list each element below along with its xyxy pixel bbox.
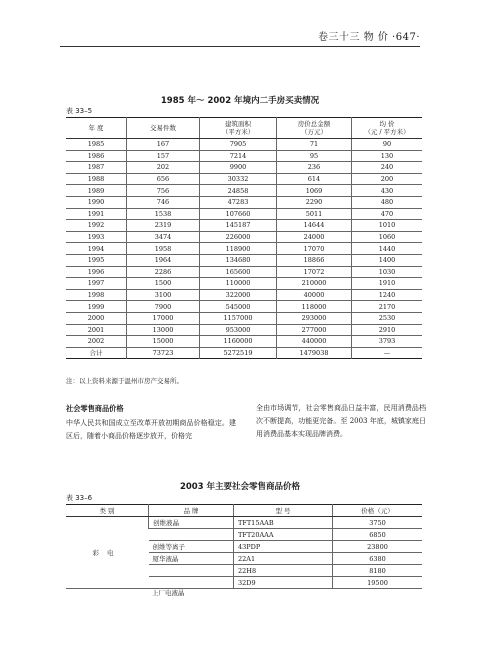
table-cell: 200 [352, 173, 423, 185]
table-cell: 2002 [66, 336, 127, 348]
table-cell: 95 [277, 150, 352, 162]
table1-label: 表 33–5 [66, 107, 93, 115]
housing-sales-table [66, 117, 422, 359]
table-cell: 1991 [66, 208, 127, 220]
table-cell: 1479038 [277, 347, 352, 359]
table-cell: 5272519 [200, 347, 277, 359]
table-row [66, 185, 422, 197]
table-row [66, 324, 422, 336]
table-cell: 24000 [277, 231, 352, 243]
table-cell: 创维液晶 [149, 517, 234, 529]
table-cell: 118000 [277, 301, 352, 313]
table-cell: 71 [277, 139, 352, 151]
table-cell: 1538 [127, 208, 200, 220]
table-cell: 1999 [66, 301, 127, 313]
table-row [66, 243, 422, 255]
table-cell: 277000 [277, 324, 352, 336]
table-cell: 15000 [127, 336, 200, 348]
table-cell: 7905 [200, 139, 277, 151]
table-cell [149, 565, 234, 577]
table-cell: 9900 [200, 162, 277, 174]
table-cell: 32D9 [234, 577, 333, 589]
table-cell: 2910 [352, 324, 423, 336]
table-row [66, 162, 422, 174]
table-cell: 1157000 [200, 312, 277, 324]
table-cell: TFT20AAA [234, 529, 333, 541]
section-text-right: 全由市场调节，社会零售商品日益丰富，民用消费品档次不断提高，功能更完备。至 2003 年底，城镇家庭日用消费品基本实现品牌消费。 [256, 404, 426, 438]
table-row [66, 278, 422, 290]
table-cell: 5011 [277, 208, 352, 220]
col-header-avg: 均 价 （元 / 平方米） [352, 118, 423, 139]
table-cell: 17072 [277, 266, 352, 278]
table-cell: 23800 [333, 541, 423, 553]
table-cell: 1990 [66, 196, 127, 208]
table-cell: 创维等离子 [149, 541, 234, 553]
table-cell: 165600 [200, 266, 277, 278]
table-row [66, 347, 422, 359]
table-cell: 440000 [277, 336, 352, 348]
table-cell: 18866 [277, 254, 352, 266]
table-row [66, 312, 422, 324]
table-row [66, 517, 422, 529]
table-cell: 13000 [127, 324, 200, 336]
table-row [66, 173, 422, 185]
table-cell: 202 [127, 162, 200, 174]
table-cell: 1988 [66, 173, 127, 185]
table-cell: 130 [352, 150, 423, 162]
col-header-year: 年 度 [66, 118, 127, 139]
table-cell: 107660 [200, 208, 277, 220]
table-cell: 614 [277, 173, 352, 185]
table-cell: 756 [127, 185, 200, 197]
table-cell: 480 [352, 196, 423, 208]
table-cell: 合计 [89, 348, 103, 357]
col-header-count: 交易件数 [127, 118, 200, 139]
table-cell: 22A1 [234, 553, 333, 565]
table-cell: 118900 [200, 243, 277, 255]
col-header-total: 房价总金额 （万元） [277, 118, 352, 139]
table-cell: 322000 [200, 289, 277, 301]
table-cell [149, 577, 234, 589]
table-cell: 656 [127, 173, 200, 185]
table2-body [66, 517, 422, 589]
table-cell: 1010 [352, 220, 423, 232]
table-cell: 240 [352, 162, 423, 174]
table-cell: 1993 [66, 231, 127, 243]
table-row [66, 336, 422, 348]
table-cell: 1240 [352, 289, 423, 301]
table-cell: 17070 [277, 243, 352, 255]
table-cell: 1400 [352, 254, 423, 266]
table-cell: 157 [127, 150, 200, 162]
retail-price-table [66, 504, 422, 589]
table-cell: 3100 [127, 289, 200, 301]
table1-body [66, 139, 422, 359]
table-cell: 210000 [277, 278, 352, 290]
table-cell: 1500 [127, 278, 200, 290]
table-row [66, 301, 422, 313]
table-cell: 17000 [127, 312, 200, 324]
table-cell: 545000 [200, 301, 277, 313]
table-cell: 470 [352, 208, 423, 220]
table-cell: 134680 [200, 254, 277, 266]
table-cell: 1986 [66, 150, 127, 162]
table-cell: 2286 [127, 266, 200, 278]
table-cell: 30332 [200, 173, 277, 185]
table-row [66, 289, 422, 301]
table-cell: 1910 [352, 278, 423, 290]
col-header-brand: 品 牌 [149, 505, 234, 517]
table-cell: 953000 [200, 324, 277, 336]
table-cell: 47283 [200, 196, 277, 208]
table1-title: 1985 年～ 2002 年境内二手房买卖情况 [160, 96, 320, 106]
running-head-text: 卷三十三 物 价 ·647· [318, 32, 420, 43]
table-cell: 1030 [352, 266, 423, 278]
table-cell: 1060 [352, 231, 423, 243]
category-cell: 彩电 [66, 517, 149, 589]
table-cell: 1440 [352, 243, 423, 255]
col-header-category: 类 别 [66, 505, 149, 517]
table-cell: 2170 [352, 301, 423, 313]
table-cell: 6850 [333, 529, 423, 541]
table1-note: 注：以上资料来源于温州市房产交易所。 [66, 377, 183, 385]
table-row [66, 139, 422, 151]
table-cell: 1997 [66, 278, 127, 290]
table-cell: 430 [352, 185, 423, 197]
table-cell: 7214 [200, 150, 277, 162]
table-cell: 1069 [277, 185, 352, 197]
table-row [66, 220, 422, 232]
table-cell: 2319 [127, 220, 200, 232]
table-header-row [66, 505, 422, 517]
table-cell: 43PDP [234, 541, 333, 553]
col-header-model: 型 号 [234, 505, 333, 517]
table-cell: 90 [352, 139, 423, 151]
table-cell: 6380 [333, 553, 423, 565]
table-cell: 2290 [277, 196, 352, 208]
table-row [66, 266, 422, 278]
table-cell: 145187 [200, 220, 277, 232]
table-cell: — [352, 347, 423, 359]
table-cell: 2001 [66, 324, 127, 336]
table-cell: 1998 [66, 289, 127, 301]
table-cell: 2530 [352, 312, 423, 324]
table-cell: 226000 [200, 231, 277, 243]
table-cell: 167 [127, 139, 200, 151]
table-cell: 1160000 [200, 336, 277, 348]
table-cell: 1958 [127, 243, 200, 255]
table-cell: 40000 [277, 289, 352, 301]
col-header-price: 价格（元） [333, 505, 423, 517]
table-cell: 7900 [127, 301, 200, 313]
table-cell: 1995 [66, 254, 127, 266]
table-header-row [66, 118, 422, 139]
table-cell: 2000 [66, 312, 127, 324]
table-cell: 3793 [352, 336, 423, 348]
table-row [66, 150, 422, 162]
table-cell: 3750 [333, 517, 423, 529]
table-cell: 1992 [66, 220, 127, 232]
table2-label: 表 33–6 [66, 494, 93, 502]
table-cell: TFT15AAB [234, 517, 333, 529]
table-cell: 22H8 [234, 565, 333, 577]
table-cell: 19500 [333, 577, 423, 589]
table-row [66, 254, 422, 266]
table-cell: 厦华液晶 [149, 553, 234, 565]
section-title: 社会零售商品价格 [66, 404, 124, 413]
table-cell: 1994 [66, 243, 127, 255]
table-cell: 14644 [277, 220, 352, 232]
running-header [60, 30, 420, 47]
table-cell: 24858 [200, 185, 277, 197]
table-cell: 746 [127, 196, 200, 208]
table-cell: 236 [277, 162, 352, 174]
table-cell: 8180 [333, 565, 423, 577]
table2-trailing-row: 上厂电液晶 [152, 589, 185, 597]
table-cell: 73723 [127, 347, 200, 359]
table-cell: 1989 [66, 185, 127, 197]
table-cell [149, 529, 234, 541]
table-row [66, 231, 422, 243]
table-row [66, 208, 422, 220]
table-cell: 3474 [127, 231, 200, 243]
table2-title: 2003 年主要社会零售商品价格 [179, 482, 301, 492]
table-cell: 1987 [66, 162, 127, 174]
section-text-left: 中华人民共和国成立至改革开放初期商品价格稳定。建区后，随着小商品价格逐步放开，价格完 [66, 419, 236, 440]
table-cell: 1964 [127, 254, 200, 266]
table-cell: 293000 [277, 312, 352, 324]
table-cell: 1996 [66, 266, 127, 278]
col-header-area: 建筑面积 （平方米） [200, 118, 277, 139]
table-cell: 110000 [200, 278, 277, 290]
table-cell: 1985 [66, 139, 127, 151]
table-row [66, 196, 422, 208]
